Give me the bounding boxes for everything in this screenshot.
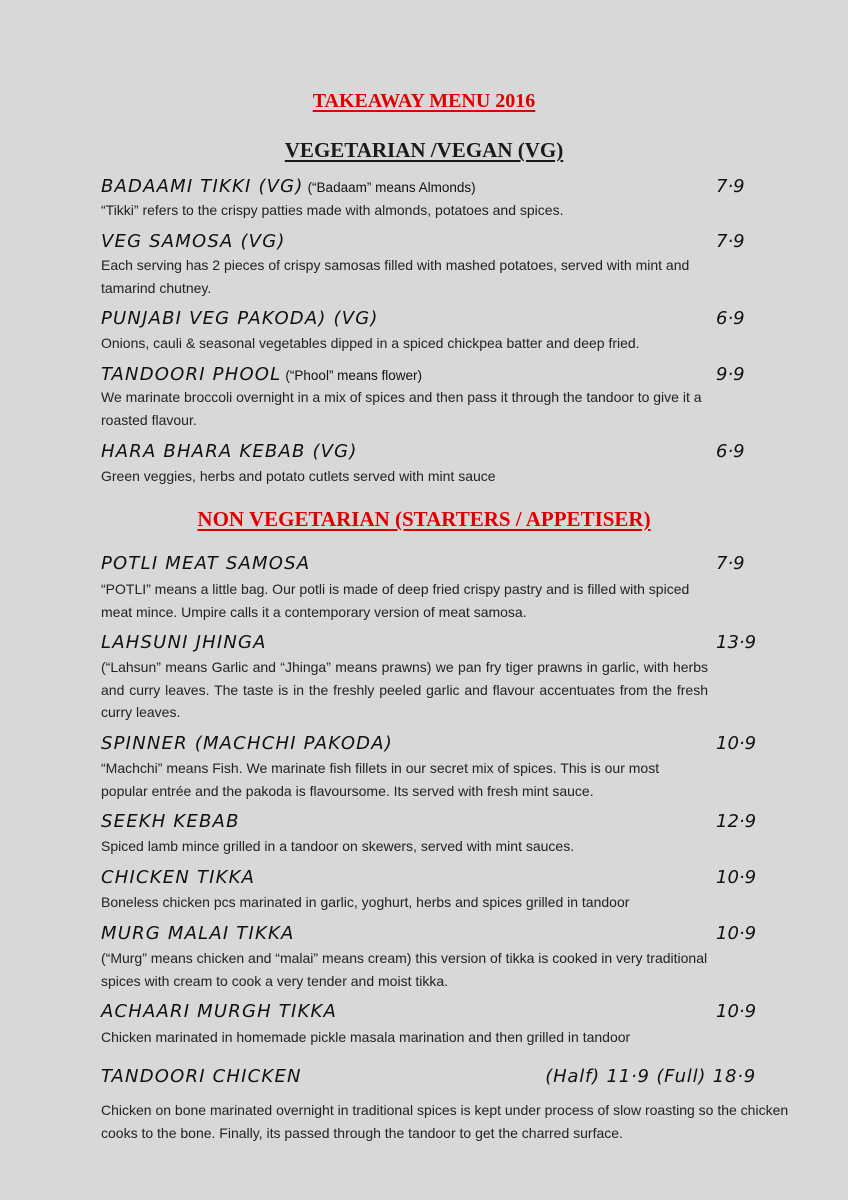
item-description: (“Lahsun” means Garlic and “Jhinga” means prawns) we pan fry tiger prawns in garlic, with herbs and curry leaves. The taste is in the freshly peeled garlic and flavour accentuates from the fresh curry leaves. — [101, 659, 708, 720]
item-name: MURG MALAI TIKKA — [101, 923, 295, 944]
item-price: 13·9 — [716, 632, 757, 653]
item-description: We marinate broccoli overnight in a mix of spices and then pass it through the tandoor to give it a roasted flavour. — [101, 389, 702, 428]
item-description: (“Murg” means chicken and “malai” means cream) this version of tikka is cooked in very traditional spices with cream to cook a very tender and moist tikka. — [101, 950, 708, 989]
item-name: POTLI MEAT SAMOSA — [101, 553, 311, 574]
item-price: 10·9 — [716, 733, 757, 754]
item-price: (Half) 11·9 (Full) 18·9 — [545, 1066, 756, 1087]
item-price: 7·9 — [716, 231, 745, 252]
item-price: 9·9 — [716, 364, 745, 385]
item-name: BADAAMI TIKKI (VG) (“Badaam” means Almonds) — [101, 176, 476, 197]
item-price: 10·9 — [716, 1001, 757, 1022]
item-price: 7·9 — [716, 553, 745, 574]
item-price: 7·9 — [716, 176, 745, 197]
item-description: Onions, cauli & seasonal vegetables dipped in a spiced chickpea batter and deep fried. — [101, 335, 640, 351]
item-description: Green veggies, herbs and potato cutlets served with mint sauce — [101, 468, 496, 484]
item-note: (“Phool” means flower) — [285, 368, 422, 383]
item-description: “Machchi” means Fish. We marinate fish fillets in our secret mix of spices. This is our most popular entrée and the pakoda is flavoursome. Its served with fresh mint sauce. — [101, 760, 660, 799]
veg-section-heading: VEGETARIAN /VEGAN (VG) — [284, 138, 564, 162]
item-description: “POTLI” means a little bag. Our potli is made of deep fried crispy pastry and is filled with spiced meat mince. Umpire calls it a contemporary version of meat samosa. — [101, 581, 690, 620]
item-price: 6·9 — [716, 441, 745, 462]
item-name: ACHAARI MURGH TIKKA — [101, 1001, 338, 1022]
item-description: “Tikki” refers to the crispy patties made with almonds, potatoes and spices. — [101, 202, 564, 218]
item-name: PUNJABI VEG PAKODA) (VG) — [101, 308, 379, 329]
item-description: Chicken marinated in homemade pickle masala marination and then grilled in tandoor — [101, 1029, 631, 1045]
item-name: HARA BHARA KEBAB (VG) — [101, 441, 358, 462]
item-name: SEEKH KEBAB — [101, 811, 240, 832]
item-name: VEG SAMOSA (VG) — [101, 231, 286, 252]
item-name: LAHSUNI JHINGA — [101, 632, 267, 653]
item-description: Each serving has 2 pieces of crispy samosas filled with mashed potatoes, served with mint and tamarind chutney. — [101, 257, 690, 296]
item-price: 10·9 — [716, 867, 757, 888]
item-description: Boneless chicken pcs marinated in garlic, yoghurt, herbs and spices grilled in tandoor — [101, 894, 630, 910]
item-description: Chicken on bone marinated overnight in traditional spices is kept under process of slow roasting so the chicken cooks to the bone. Finally, its passed through the tandoor to get the charred surface. — [101, 1102, 789, 1141]
nonveg-section-heading: NON VEGETARIAN (STARTERS / APPETISER) — [197, 507, 651, 531]
item-name: TANDOORI PHOOL (“Phool” means flower) — [101, 364, 422, 385]
menu-title: TAKEAWAY MENU 2016 — [312, 90, 536, 112]
item-name: TANDOORI CHICKEN — [101, 1066, 302, 1087]
item-note: (“Badaam” means Almonds) — [307, 180, 476, 195]
item-price: 6·9 — [716, 308, 745, 329]
item-name: CHICKEN TIKKA — [101, 867, 256, 888]
item-price: 12·9 — [716, 811, 757, 832]
item-description: Spiced lamb mince grilled in a tandoor on skewers, served with mint sauces. — [101, 838, 575, 854]
item-name: SPINNER (MACHCHI PAKODA) — [101, 733, 393, 754]
item-price: 10·9 — [716, 923, 757, 944]
